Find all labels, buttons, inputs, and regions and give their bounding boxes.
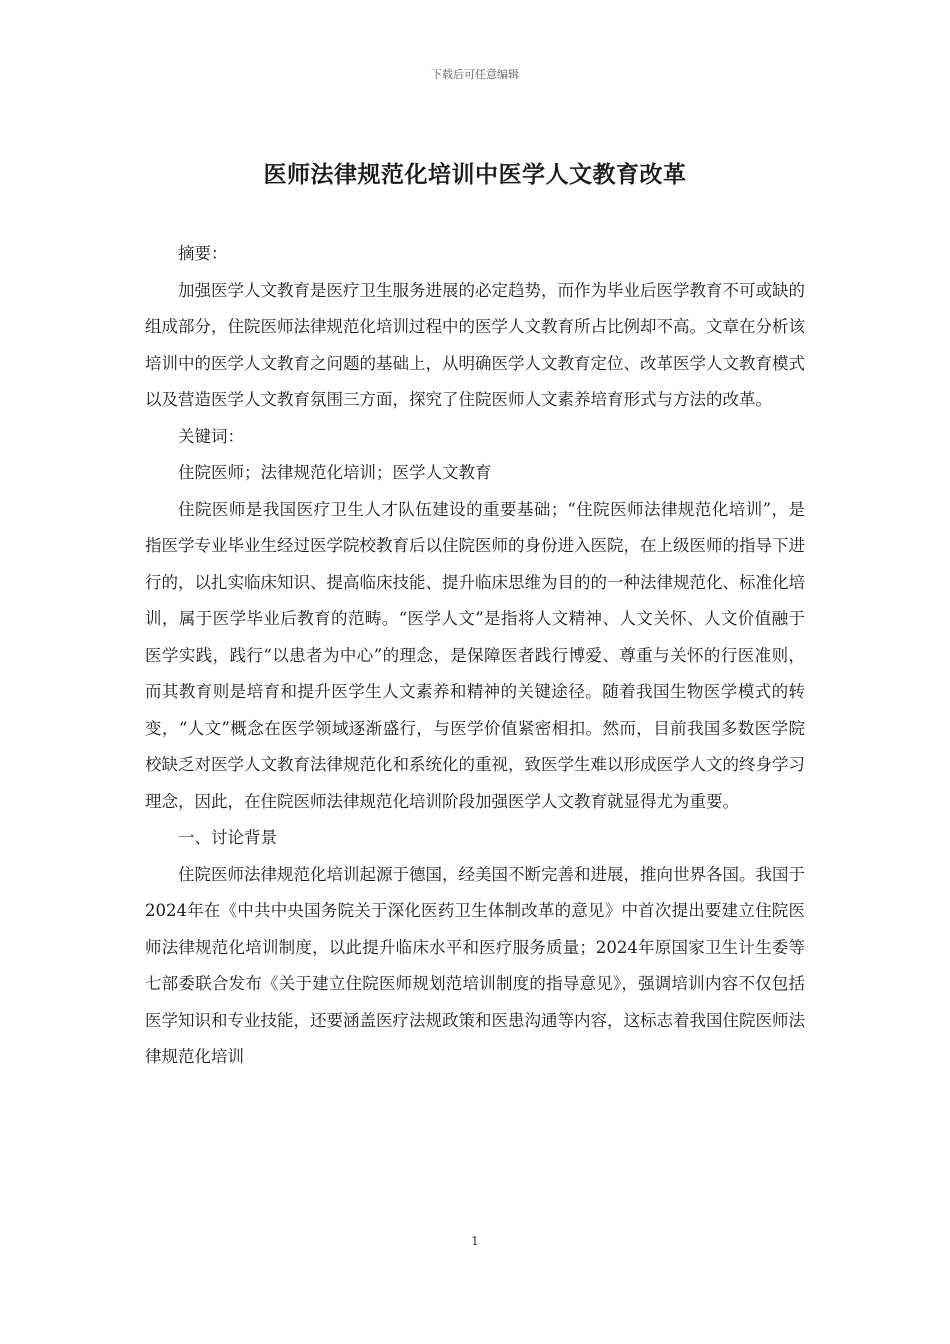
keywords-list: 住院医师；法律规范化培训；医学人文教育 [178,463,492,482]
abstract-paragraph: 加强医学人文教育是医疗卫生服务进展的必定趋势，而作为毕业后医学教育不可或缺的组成部分，住院医师法律规范化培训过程中的医学人文教育所占比例却不高。文章在分析该培训中的医学人文教育之问题的基础上，从明确医学人文教育定位、改革医学人文教育模式以及营造医学人文教育氛围三方面，探究了住院医师人文素养培育形式与方法的改革。 [145,280,805,409]
intro-paragraph: 住院医师是我国医疗卫生人才队伍建设的重要基础；“住院医师法律规范化培训”，是指医学专业毕业生经过医学院校教育后以住院医师的身份进入医院，在上级医师的指导下进行的，以扎实临床知识、提高临床技能、提升临床思维为目的的一种法律规范化、标准化培训，属于医学毕业后教育的范畴。“医学人文”是指将人文精神、人文关怀、人文价值融于医学实践，践行“以患者为中心”的理念，是保障医者践行博爱、尊重与关怀的行医准则，而其教育则是培育和提升医学生人文素养和精神的关键途径。随着我国生物医学模式的转变，“人文”概念在医学领域逐渐盛行，与医学价值紧密相扣。然而，目前我国多数医学院校缺乏对医学人文教育法律规范化和系统化的重视，致医学生难以形成医学人文的终身学习理念，因此，在住院医师法律规范化培训阶段加强医学人文教育就显得尤为重要。 [145,499,805,811]
document-title: 医师法律规范化培训中医学人文教育改革 [263,161,687,188]
document-body [145,236,805,1076]
section-heading-background: 一、讨论背景 [178,828,277,847]
background-paragraph: 住院医师法律规范化培训起源于德国，经美国不断完善和进展，推向世界各国。我国于2024年在《中共中央国务院关于深化医药卫生体制改革的意见》中首次提出要建立住院医师法律规范化培训制度，以此提升临床水平和医疗服务质量；2024年原国家卫生计生委等七部委联合发布《关于建立住院医师规划范培训制度的指导意见》，强调培训内容不仅包括医学知识和专业技能，还要涵盖医疗法规政策和医患沟通等内容，这标志着我国住院医师法律规范化培训 [145,864,805,1066]
page-number: 1 [471,1234,479,1248]
abstract-heading: 摘要： [178,244,228,263]
keywords-heading: 关键词： [178,426,244,446]
header-note: 下载后可任意编辑 [431,68,519,81]
